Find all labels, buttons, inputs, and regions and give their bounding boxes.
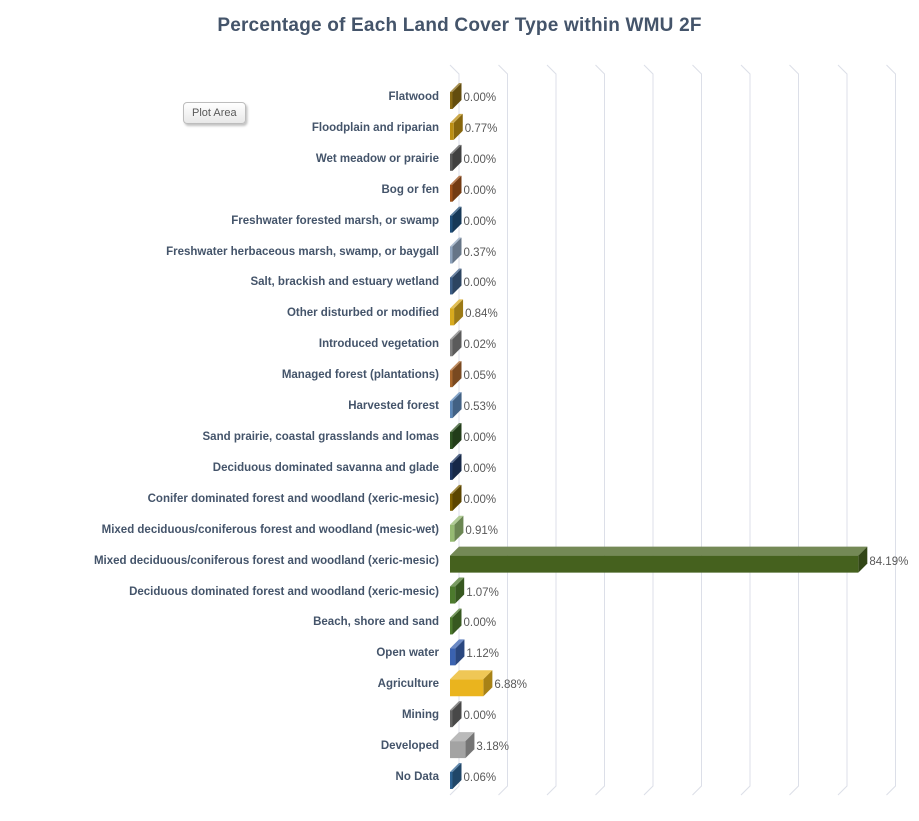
bar-front-face[interactable] [450, 772, 453, 789]
category-label: Freshwater forested marsh, or swamp [231, 214, 439, 227]
bar[interactable] [450, 83, 462, 109]
bar-front-face[interactable] [450, 247, 453, 264]
bar[interactable] [450, 330, 462, 356]
value-label: 0.00% [463, 184, 497, 197]
value-label: 0.00% [463, 431, 497, 444]
bar[interactable] [450, 423, 462, 449]
value-label: 0.00% [463, 462, 497, 475]
bar[interactable] [450, 670, 492, 696]
category-label: Floodplain and riparian [311, 121, 439, 134]
category-label: Other disturbed or modified [286, 307, 439, 320]
plot-area-tooltip-text: Plot Area [192, 107, 237, 119]
bar-front-face[interactable] [450, 556, 858, 573]
category-label: Deciduous dominated savanna and glade [212, 461, 439, 474]
value-label: 0.00% [463, 153, 497, 166]
category-label: Harvested forest [348, 400, 439, 413]
bar[interactable] [450, 516, 463, 542]
value-label: 0.37% [463, 246, 497, 259]
value-label: 1.07% [466, 586, 499, 599]
category-label: Beach, shore and sand [313, 616, 439, 629]
category-label: No Data [395, 770, 439, 783]
category-label: Introduced vegetation [318, 338, 439, 351]
bar[interactable] [450, 392, 462, 418]
category-label: Conifer dominated forest and woodland (xeric-mesic) [147, 492, 439, 505]
bar-front-face[interactable] [450, 741, 465, 758]
value-label: 0.91% [465, 524, 499, 537]
gridline [887, 65, 896, 795]
bar-front-face[interactable] [450, 154, 453, 171]
bar-front-face[interactable] [450, 277, 453, 294]
value-label: 0.05% [463, 370, 497, 383]
bar[interactable] [450, 238, 462, 264]
bar[interactable] [450, 299, 463, 325]
category-label: Agriculture [377, 678, 439, 691]
bar-front-face[interactable] [450, 92, 453, 109]
bar-front-face[interactable] [450, 401, 453, 418]
value-label: 0.00% [463, 493, 497, 506]
value-label: 3.18% [476, 741, 510, 754]
bar[interactable] [450, 176, 462, 202]
bar[interactable] [450, 268, 462, 294]
value-label: 0.06% [463, 771, 497, 784]
value-label: 1.12% [466, 648, 500, 661]
bar-front-face[interactable] [450, 494, 453, 511]
gridline [596, 65, 605, 795]
value-label: 0.00% [463, 617, 497, 630]
bar[interactable] [450, 701, 462, 727]
bar-front-face[interactable] [450, 216, 453, 233]
value-label: 84.19% [869, 555, 909, 568]
category-label: Developed [380, 740, 439, 753]
bar-top-face[interactable] [450, 547, 867, 556]
category-label: Salt, brackish and estuary wetland [250, 276, 439, 289]
gridline [741, 65, 750, 795]
bar[interactable] [450, 485, 462, 511]
chart-title[interactable]: Percentage of Each Land Cover Type within WMU 2F [217, 15, 702, 36]
value-label: 6.88% [494, 679, 527, 692]
value-label: 0.77% [464, 122, 498, 135]
gridline [838, 65, 847, 795]
bar-front-face[interactable] [450, 463, 453, 480]
bar[interactable] [450, 361, 462, 387]
value-label: 0.53% [463, 401, 497, 414]
category-label: Flatwood [388, 91, 439, 103]
category-label: Open water [376, 647, 439, 660]
bar-front-face[interactable] [450, 525, 454, 542]
bar[interactable] [450, 547, 867, 573]
value-label: 0.84% [465, 308, 498, 321]
bar-front-face[interactable] [450, 617, 453, 634]
bar[interactable] [450, 608, 462, 634]
bar[interactable] [450, 114, 463, 140]
category-label: Mixed deciduous/coniferous forest and woodland (mesic-wet) [101, 523, 439, 536]
bar-front-face[interactable] [450, 308, 454, 325]
bar[interactable] [450, 578, 464, 604]
gridline [693, 65, 702, 795]
value-label: 0.00% [463, 92, 497, 104]
bar-front-face[interactable] [450, 587, 455, 604]
bar-front-face[interactable] [450, 185, 453, 202]
bar-front-face[interactable] [450, 648, 455, 665]
bar-front-face[interactable] [450, 710, 453, 727]
category-label: Wet meadow or prairie [315, 152, 439, 165]
category-label: Deciduous dominated forest and woodland (xeric-mesic) [129, 585, 439, 598]
bar-front-face[interactable] [450, 123, 454, 140]
category-label: Mining [401, 709, 439, 722]
gridline [790, 65, 799, 795]
category-label: Managed forest (plantations) [281, 369, 439, 382]
value-label: 0.00% [463, 710, 497, 723]
bar[interactable] [450, 732, 474, 758]
bar[interactable] [450, 763, 462, 789]
bar[interactable] [450, 639, 464, 665]
bar[interactable] [450, 454, 462, 480]
bar-front-face[interactable] [450, 339, 453, 356]
category-label: Freshwater herbaceous marsh, swamp, or baygall [166, 245, 439, 258]
category-label: Mixed deciduous/coniferous forest and woodland (xeric-mesic) [93, 554, 439, 567]
bar[interactable] [450, 145, 462, 171]
category-label: Bog or fen [381, 183, 439, 196]
value-label: 0.00% [463, 277, 497, 290]
category-label: Sand prairie, coastal grasslands and lomas [202, 430, 439, 443]
value-label: 0.00% [463, 215, 497, 228]
gridline [547, 65, 556, 795]
bar-front-face[interactable] [450, 679, 483, 696]
plot-area-tooltip [183, 102, 246, 124]
bar-front-face[interactable] [450, 370, 453, 387]
value-label: 0.02% [463, 339, 497, 352]
bar-front-face[interactable] [450, 432, 453, 449]
gridline [644, 65, 653, 795]
bar[interactable] [450, 207, 462, 233]
